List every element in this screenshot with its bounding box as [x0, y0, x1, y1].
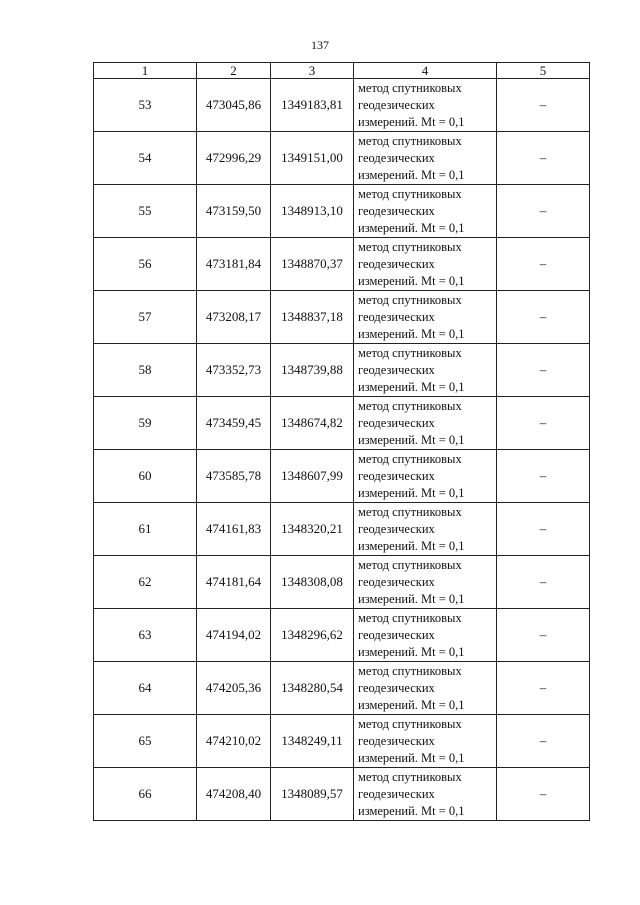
note-cell: –	[497, 609, 590, 662]
method-cell	[354, 238, 497, 291]
method-line: измерений. Mt = 0,1	[358, 538, 465, 553]
method-cell	[354, 715, 497, 768]
method-line: измерений. Mt = 0,1	[358, 750, 465, 765]
table-row	[94, 291, 590, 344]
table-row	[94, 556, 590, 609]
method-line: измерений. Mt = 0,1	[358, 379, 465, 394]
table-row	[94, 768, 590, 821]
method-line: измерений. Mt = 0,1	[358, 803, 465, 818]
method-cell	[354, 609, 497, 662]
table-row	[94, 238, 590, 291]
point-number-cell: 54	[94, 132, 197, 185]
y-coordinate-cell: 1348837,18	[271, 291, 354, 344]
x-coordinate-cell: 472996,29	[197, 132, 271, 185]
method-line: геодезических	[358, 468, 435, 483]
note-cell: –	[497, 185, 590, 238]
method-line: метод спутниковых	[358, 292, 462, 307]
method-cell	[354, 556, 497, 609]
table-row	[94, 715, 590, 768]
method-line: геодезических	[358, 309, 435, 324]
method-line: геодезических	[358, 680, 435, 695]
note-cell: –	[497, 450, 590, 503]
method-cell	[354, 132, 497, 185]
y-coordinate-cell: 1349183,81	[271, 79, 354, 132]
header-col-2: 2	[197, 63, 271, 79]
header-col-5: 5	[497, 63, 590, 79]
method-line: измерений. Mt = 0,1	[358, 114, 465, 129]
method-line: метод спутниковых	[358, 504, 462, 519]
method-line: метод спутниковых	[358, 239, 462, 254]
method-line: геодезических	[358, 733, 435, 748]
method-line: измерений. Mt = 0,1	[358, 432, 465, 447]
point-number-cell: 53	[94, 79, 197, 132]
method-line: измерений. Mt = 0,1	[358, 167, 465, 182]
header-col-1: 1	[94, 63, 197, 79]
method-line: метод спутниковых	[358, 716, 462, 731]
x-coordinate-cell: 474210,02	[197, 715, 271, 768]
method-line: метод спутниковых	[358, 451, 462, 466]
method-line: метод спутниковых	[358, 186, 462, 201]
method-line: геодезических	[358, 786, 435, 801]
y-coordinate-cell: 1348607,99	[271, 450, 354, 503]
x-coordinate-cell: 473159,50	[197, 185, 271, 238]
method-line: измерений. Mt = 0,1	[358, 273, 465, 288]
method-line: метод спутниковых	[358, 663, 462, 678]
x-coordinate-cell: 473352,73	[197, 344, 271, 397]
note-cell: –	[497, 397, 590, 450]
y-coordinate-cell: 1348249,11	[271, 715, 354, 768]
method-cell	[354, 768, 497, 821]
note-cell: –	[497, 715, 590, 768]
x-coordinate-cell: 473208,17	[197, 291, 271, 344]
table-row	[94, 503, 590, 556]
method-line: геодезических	[358, 256, 435, 271]
note-cell: –	[497, 556, 590, 609]
table-row	[94, 79, 590, 132]
y-coordinate-cell: 1348870,37	[271, 238, 354, 291]
method-cell	[354, 185, 497, 238]
method-line: измерений. Mt = 0,1	[358, 326, 465, 341]
note-cell: –	[497, 291, 590, 344]
method-cell	[354, 291, 497, 344]
method-cell	[354, 450, 497, 503]
method-cell	[354, 344, 497, 397]
method-line: геодезических	[358, 574, 435, 589]
method-line: геодезических	[358, 203, 435, 218]
table-row	[94, 185, 590, 238]
method-cell	[354, 662, 497, 715]
point-number-cell: 65	[94, 715, 197, 768]
method-cell	[354, 397, 497, 450]
point-number-cell: 61	[94, 503, 197, 556]
x-coordinate-cell: 473045,86	[197, 79, 271, 132]
header-row	[94, 63, 590, 79]
point-number-cell: 62	[94, 556, 197, 609]
method-line: измерений. Mt = 0,1	[358, 591, 465, 606]
note-cell: –	[497, 768, 590, 821]
method-line: измерений. Mt = 0,1	[358, 220, 465, 235]
method-line: геодезических	[358, 415, 435, 430]
table-row	[94, 450, 590, 503]
point-number-cell: 63	[94, 609, 197, 662]
method-line: метод спутниковых	[358, 557, 462, 572]
y-coordinate-cell: 1349151,00	[271, 132, 354, 185]
note-cell: –	[497, 238, 590, 291]
method-cell	[354, 79, 497, 132]
y-coordinate-cell: 1348913,10	[271, 185, 354, 238]
method-line: геодезических	[358, 362, 435, 377]
y-coordinate-cell: 1348308,08	[271, 556, 354, 609]
note-cell: –	[497, 132, 590, 185]
table-row	[94, 662, 590, 715]
y-coordinate-cell: 1348280,54	[271, 662, 354, 715]
point-number-cell: 64	[94, 662, 197, 715]
note-cell: –	[497, 503, 590, 556]
method-line: измерений. Mt = 0,1	[358, 485, 465, 500]
method-cell	[354, 503, 497, 556]
table-body	[94, 79, 590, 821]
point-number-cell: 56	[94, 238, 197, 291]
table-row	[94, 609, 590, 662]
point-number-cell: 66	[94, 768, 197, 821]
header-col-4: 4	[354, 63, 497, 79]
note-cell: –	[497, 344, 590, 397]
x-coordinate-cell: 474181,64	[197, 556, 271, 609]
method-line: метод спутниковых	[358, 610, 462, 625]
y-coordinate-cell: 1348739,88	[271, 344, 354, 397]
x-coordinate-cell: 474205,36	[197, 662, 271, 715]
page-number: 137	[311, 38, 329, 52]
y-coordinate-cell: 1348674,82	[271, 397, 354, 450]
point-number-cell: 57	[94, 291, 197, 344]
table-row	[94, 344, 590, 397]
method-line: геодезических	[358, 97, 435, 112]
header-col-3: 3	[271, 63, 354, 79]
x-coordinate-cell: 474194,02	[197, 609, 271, 662]
method-line: метод спутниковых	[358, 769, 462, 784]
point-number-cell: 60	[94, 450, 197, 503]
table-row	[94, 132, 590, 185]
y-coordinate-cell: 1348320,21	[271, 503, 354, 556]
point-number-cell: 55	[94, 185, 197, 238]
x-coordinate-cell: 474208,40	[197, 768, 271, 821]
method-line: метод спутниковых	[358, 345, 462, 360]
table-row	[94, 397, 590, 450]
x-coordinate-cell: 473181,84	[197, 238, 271, 291]
method-line: метод спутниковых	[358, 398, 462, 413]
method-line: геодезических	[358, 150, 435, 165]
y-coordinate-cell: 1348296,62	[271, 609, 354, 662]
point-number-cell: 59	[94, 397, 197, 450]
point-number-cell: 58	[94, 344, 197, 397]
method-line: измерений. Mt = 0,1	[358, 644, 465, 659]
method-line: геодезических	[358, 521, 435, 536]
y-coordinate-cell: 1348089,57	[271, 768, 354, 821]
note-cell: –	[497, 662, 590, 715]
method-line: геодезических	[358, 627, 435, 642]
coordinates-table	[93, 62, 590, 821]
x-coordinate-cell: 474161,83	[197, 503, 271, 556]
note-cell: –	[497, 79, 590, 132]
method-line: измерений. Mt = 0,1	[358, 697, 465, 712]
method-line: метод спутниковых	[358, 133, 462, 148]
x-coordinate-cell: 473459,45	[197, 397, 271, 450]
x-coordinate-cell: 473585,78	[197, 450, 271, 503]
method-line: метод спутниковых	[358, 80, 462, 95]
